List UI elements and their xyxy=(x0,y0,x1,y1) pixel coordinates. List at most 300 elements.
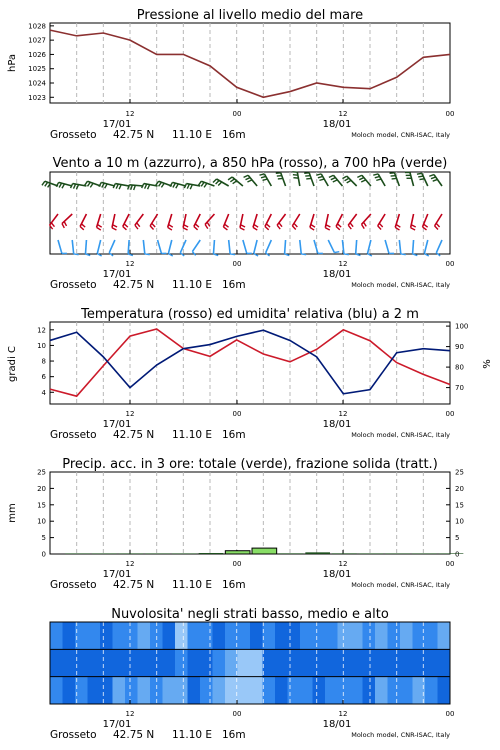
cloud-cell xyxy=(200,677,213,704)
wind-barb xyxy=(254,240,257,254)
wind-barb-feather xyxy=(376,179,381,180)
precip-bar xyxy=(119,553,144,554)
pressure-series xyxy=(50,30,450,97)
cloud-cell xyxy=(250,677,263,704)
precip-ytick-right: 20 xyxy=(455,484,464,493)
cloud-cell xyxy=(63,677,76,704)
precip-bar xyxy=(279,553,304,554)
wind-barb xyxy=(266,240,272,253)
cloud-cell xyxy=(288,649,301,676)
cloud-cell xyxy=(400,649,413,676)
wind-barb xyxy=(292,214,299,226)
cloud-cell xyxy=(275,677,288,704)
cloud-cell xyxy=(238,649,251,676)
x-tick: 12 xyxy=(125,710,135,718)
wind-barb-feather xyxy=(429,175,434,177)
x-tick: 00 xyxy=(232,260,242,268)
wind-barb xyxy=(62,214,72,224)
wind-barb-feather xyxy=(90,183,93,187)
wind-barb-feather xyxy=(396,225,400,228)
wind-barb xyxy=(192,240,200,252)
wind-barb xyxy=(72,240,73,254)
wind-barb-feather xyxy=(277,225,280,229)
pressure-ytick: 1026 xyxy=(28,50,46,59)
cloud-cell xyxy=(263,677,276,704)
wind-barb-feather xyxy=(266,224,270,227)
precip-y-ticks xyxy=(37,469,46,559)
x-tick: 00 xyxy=(445,560,455,568)
temp-ytick: 8 xyxy=(41,357,46,366)
wind-barb-feather xyxy=(142,184,144,189)
temp-ytick: 12 xyxy=(37,326,46,335)
wind-barb-feather xyxy=(345,178,349,181)
cloud-cell xyxy=(213,622,226,649)
wind-barb-feather xyxy=(230,179,234,182)
cloud-heatmap xyxy=(50,622,451,704)
wind-barb-feather xyxy=(201,182,204,186)
wind-barb xyxy=(399,240,400,254)
wind-x-axis xyxy=(50,260,454,291)
precip-bar xyxy=(199,553,224,554)
wind-barb xyxy=(109,240,115,253)
cloud-cell xyxy=(375,622,388,649)
wind-barb-feather xyxy=(73,184,75,189)
wind-barb xyxy=(128,240,129,254)
wind-barb-feather xyxy=(152,223,155,227)
cloud-cell xyxy=(400,677,413,704)
wind-barb xyxy=(424,240,427,254)
cloud-cell xyxy=(125,649,138,676)
temp-ytick: 4 xyxy=(41,388,46,397)
wind-barb-feather xyxy=(292,226,295,230)
wind-barb xyxy=(243,240,247,253)
wind-barb xyxy=(285,240,286,254)
humidity-ytick: 70 xyxy=(455,384,464,393)
wind-barb-feather xyxy=(419,179,424,180)
wind-barbs xyxy=(42,172,442,256)
wind-barb-feather xyxy=(168,227,172,230)
cloud-cell xyxy=(238,677,251,704)
precip-ytick-right: 5 xyxy=(455,534,460,543)
cloud-cell xyxy=(250,622,263,649)
pressure-ylabel: hPa xyxy=(7,53,18,73)
wind-barb-feather xyxy=(145,254,150,255)
wind-barb xyxy=(436,240,442,253)
cloud-cell xyxy=(50,677,63,704)
x-tick: 12 xyxy=(125,260,135,268)
wind-barb-feather xyxy=(204,183,207,187)
wind-barb xyxy=(158,240,162,253)
cloud-cell xyxy=(50,622,63,649)
wind-barb-feather xyxy=(97,227,101,230)
location-alt: 16m xyxy=(222,279,246,291)
cloud-cell xyxy=(250,649,263,676)
wind-barb-feather xyxy=(64,222,66,226)
wind-barb-feather xyxy=(240,228,244,230)
cloud-cell xyxy=(175,677,188,704)
cloud-cell xyxy=(188,677,201,704)
cloud-cell xyxy=(113,622,126,649)
wind-barb-feather xyxy=(401,254,406,255)
humidity-ytick: 90 xyxy=(455,343,464,352)
wind-barb-feather xyxy=(334,252,339,253)
precip-bar xyxy=(92,553,117,554)
x-date: 17/01 xyxy=(102,419,132,430)
cloud-cell xyxy=(438,649,451,676)
location-lat: 42.75 N xyxy=(113,129,155,141)
wind-barb-feather xyxy=(134,185,136,190)
precip-title: Precip. acc. in 3 ore: totale (verde), frazione solida (tratt.) xyxy=(62,457,438,472)
x-tick: 12 xyxy=(338,710,348,718)
cloud-cell xyxy=(225,622,238,649)
wind-barb-feather xyxy=(337,224,341,227)
wind-barb-feather xyxy=(194,226,198,229)
precip-ytick-right: 15 xyxy=(455,501,464,510)
wind-barb xyxy=(435,214,442,226)
wind-barb-feather xyxy=(159,182,162,186)
wind-barb xyxy=(297,172,299,186)
wind-barb-feather xyxy=(244,175,249,177)
wind-barb-feather xyxy=(135,225,138,229)
wind-barb xyxy=(348,214,356,225)
wind-barb-feather xyxy=(190,185,192,190)
wind-barb-feather xyxy=(431,177,436,179)
wind-barb xyxy=(229,240,230,254)
location-lat: 42.75 N xyxy=(113,279,155,291)
wind-barb xyxy=(362,214,371,224)
x-tick: 12 xyxy=(125,110,135,118)
location-lat: 42.75 N xyxy=(113,429,155,441)
temp-ylabel: gradi C xyxy=(7,346,18,382)
wind-barb xyxy=(277,214,285,225)
precip-ylabel: mm xyxy=(7,503,18,523)
location-lon: 11.10 E xyxy=(172,729,213,741)
wind-barb-feather xyxy=(310,227,314,230)
location-alt: 16m xyxy=(222,579,246,591)
wind-barb xyxy=(213,240,214,254)
wind-barb-feather xyxy=(361,180,366,182)
precip-ytick: 10 xyxy=(37,517,46,526)
wind-barb-feather xyxy=(97,225,101,228)
cloud-cell xyxy=(400,622,413,649)
cloud-cell xyxy=(200,649,213,676)
wind-barb-feather xyxy=(184,184,186,189)
wind-barb-feather xyxy=(241,225,245,227)
wind-barb-feather xyxy=(336,226,340,229)
cloud-cell xyxy=(350,677,363,704)
x-tick: 00 xyxy=(232,560,242,568)
location-lat: 42.75 N xyxy=(113,579,155,591)
cloud-cell xyxy=(213,677,226,704)
wind-barb-feather xyxy=(378,226,381,230)
x-date: 17/01 xyxy=(102,569,132,580)
cloud-cell xyxy=(300,622,313,649)
precip-ytick-right: 10 xyxy=(455,517,464,526)
precip-bar xyxy=(385,553,410,554)
wind-barb-feather xyxy=(62,184,64,188)
cloud-cell xyxy=(425,677,438,704)
wind-barb-feather xyxy=(325,228,329,230)
wind-barb-feather xyxy=(195,224,199,227)
cloud-cell xyxy=(388,677,401,704)
location-name: Grosseto xyxy=(50,729,97,741)
wind-barb-feather xyxy=(207,222,210,226)
location-name: Grosseto xyxy=(50,429,97,441)
wind-barb-feather xyxy=(265,226,269,229)
wind-barb xyxy=(356,240,357,254)
wind-barb-feather xyxy=(105,184,108,188)
wind-barb-feather xyxy=(379,223,382,227)
wind-barb xyxy=(300,240,301,254)
wind-barb-feather xyxy=(342,176,346,179)
cloud-cell xyxy=(375,649,388,676)
x-tick: 12 xyxy=(338,410,348,418)
temp-ytick: 10 xyxy=(37,341,46,350)
humidity-y-ticks xyxy=(455,323,468,393)
wind-barb-feather xyxy=(254,225,258,228)
cloud-cell xyxy=(275,649,288,676)
precip-ytick: 0 xyxy=(41,550,46,559)
wind-barb-feather xyxy=(331,178,336,180)
cloud-cell xyxy=(313,677,326,704)
precip-bar xyxy=(145,553,170,554)
cloud-cell xyxy=(263,649,276,676)
wind-barb-feather xyxy=(62,224,64,228)
x-date: 18/01 xyxy=(322,419,352,430)
precip-y-ticks-right xyxy=(455,469,464,559)
wind-barb-feather xyxy=(348,225,351,229)
precip-bar xyxy=(439,553,464,554)
pressure-ytick: 1027 xyxy=(28,36,46,45)
wind-barb-feather xyxy=(173,183,176,187)
precip-bar xyxy=(359,553,384,554)
pressure-title: Pressione al livello medio del mare xyxy=(136,8,364,23)
cloud-cell xyxy=(438,677,451,704)
wind-barb xyxy=(85,240,86,254)
wind-barb-feather xyxy=(74,254,79,255)
cloud-cell xyxy=(338,649,351,676)
wind-barb-feather xyxy=(350,223,353,227)
wind-barb-feather xyxy=(76,185,78,190)
pressure-x-axis xyxy=(50,110,454,141)
wind-barb xyxy=(50,214,58,225)
precip-bar xyxy=(225,551,250,554)
wind-barb xyxy=(378,214,385,226)
location-lon: 11.10 E xyxy=(172,429,213,441)
temp-y-ticks xyxy=(37,326,46,396)
precip-bar xyxy=(332,553,357,554)
cloud-cell xyxy=(325,649,338,676)
cloud-cell xyxy=(238,622,251,649)
wind-barb-feather xyxy=(150,226,153,230)
cloud-cell xyxy=(288,677,301,704)
location-name: Grosseto xyxy=(50,579,97,591)
cloud-cell xyxy=(213,649,226,676)
wind-barb-feather xyxy=(326,225,330,227)
wind-barb-feather xyxy=(246,178,251,180)
cloud-cell xyxy=(350,622,363,649)
cloud-cell xyxy=(63,622,76,649)
wind-barb-feather xyxy=(294,223,297,227)
x-tick: 12 xyxy=(338,110,348,118)
wind-barb xyxy=(410,172,414,186)
wind-barb-feather xyxy=(187,184,189,189)
cloud-cell xyxy=(325,622,338,649)
wind-barb-feather xyxy=(347,180,351,183)
wind-barb-feather xyxy=(87,182,90,186)
wind-barb-feather xyxy=(116,184,118,189)
wind-barb-feather xyxy=(333,180,338,182)
wind-barb-feather xyxy=(375,176,380,177)
precip-frame xyxy=(50,472,450,554)
wind-barb-feather xyxy=(344,254,349,255)
credit-text: Moloch model, CNR-ISAC, Italy xyxy=(351,131,450,139)
wind-barb-feather xyxy=(435,226,438,230)
humidity-ylabel: % xyxy=(482,359,493,369)
wind-barb-feather xyxy=(192,252,195,256)
wind-barb-feather xyxy=(216,181,220,185)
cloud-cell xyxy=(113,677,126,704)
location-lon: 11.10 E xyxy=(172,579,213,591)
wind-barb-feather xyxy=(301,254,306,255)
wind-barb-feather xyxy=(205,224,208,228)
wind-barb-feather xyxy=(113,184,115,189)
wind-barb-feather xyxy=(311,225,315,228)
wind-barb-feather xyxy=(318,176,323,177)
wind-barb-feather xyxy=(148,185,150,190)
cloud-cell xyxy=(88,649,101,676)
cloud-cell xyxy=(100,622,113,649)
cloud-title: Nuvolosita' negli strati basso, medio e alto xyxy=(111,607,389,622)
cloud-cell xyxy=(113,649,126,676)
cloud-cell xyxy=(163,677,176,704)
credit-text: Moloch model, CNR-ISAC, Italy xyxy=(351,431,450,439)
wind-barb-feather xyxy=(71,184,73,189)
location-name: Grosseto xyxy=(50,129,97,141)
x-tick: 00 xyxy=(445,260,455,268)
wind-barb xyxy=(232,177,243,186)
cloud-cell xyxy=(225,677,238,704)
wind-barb-feather xyxy=(218,182,222,186)
wind-barb-feather xyxy=(169,225,173,228)
cloud-cell xyxy=(88,677,101,704)
cloud-cell xyxy=(125,677,138,704)
cloud-cell xyxy=(313,649,326,676)
precip-grid xyxy=(50,472,450,554)
x-date: 18/01 xyxy=(322,119,352,130)
humidity-ytick: 80 xyxy=(455,363,464,372)
cloud-cell xyxy=(100,677,113,704)
pressure-ytick: 1023 xyxy=(28,93,46,102)
precip-bar xyxy=(252,548,277,554)
x-tick: 00 xyxy=(232,710,242,718)
cloud-cell xyxy=(425,622,438,649)
cloud-cell xyxy=(188,649,201,676)
wind-barb-feather xyxy=(225,224,229,227)
cloud-cell xyxy=(175,622,188,649)
location-alt: 16m xyxy=(222,729,246,741)
wind-barb xyxy=(143,240,144,254)
location-lat: 42.75 N xyxy=(113,729,155,741)
precip-ytick-right: 25 xyxy=(455,468,464,477)
cloud-cell xyxy=(338,622,351,649)
wind-barb-feather xyxy=(113,225,117,227)
cloud-cell xyxy=(300,677,313,704)
cloud-cell xyxy=(225,649,238,676)
temp-x-axis xyxy=(50,410,454,441)
cloud-cell xyxy=(438,622,451,649)
cloud-cell xyxy=(100,649,113,676)
wind-barb xyxy=(385,240,389,253)
wind-barb-feather xyxy=(411,225,415,227)
pressure-y-ticks xyxy=(28,22,46,101)
wind-barb xyxy=(413,240,414,254)
wind-barb-feather xyxy=(184,225,188,227)
x-tick: 00 xyxy=(232,110,242,118)
humidity-line xyxy=(50,330,450,394)
wind-barb-feather xyxy=(145,184,147,189)
cloud-cell xyxy=(350,649,363,676)
wind-barb-feather xyxy=(362,224,365,228)
location-alt: 16m xyxy=(222,129,246,141)
cloud-cell xyxy=(175,649,188,676)
cloud-cell xyxy=(375,677,388,704)
wind-barb-feather xyxy=(112,228,116,230)
wind-barb-feather xyxy=(261,176,266,177)
temp-title: Temperatura (rosso) ed umidita' relativa (blu) a 2 m xyxy=(81,307,419,322)
location-alt: 16m xyxy=(222,429,246,441)
cloud-cell xyxy=(138,649,151,676)
wind-barb-feather xyxy=(45,182,48,186)
temp-ytick: 6 xyxy=(41,373,46,382)
wind-title: Vento a 10 m (azzurro), a 850 hPa (rosso), a 700 hPa (verde) xyxy=(52,156,448,171)
wind-barb-feather xyxy=(42,181,45,185)
credit-text: Moloch model, CNR-ISAC, Italy xyxy=(351,281,450,289)
wind-barb-feather xyxy=(424,224,428,227)
cloud-cell xyxy=(138,677,151,704)
wind-barb-feather xyxy=(124,224,128,227)
cloud-cell xyxy=(300,649,313,676)
x-tick: 12 xyxy=(338,260,348,268)
x-date: 17/01 xyxy=(102,119,132,130)
pressure-ytick: 1024 xyxy=(28,79,46,88)
cloud-cell xyxy=(325,677,338,704)
cloud-cell xyxy=(188,622,201,649)
wind-barb-feather xyxy=(223,227,227,230)
cloud-x-axis xyxy=(50,710,454,741)
wind-barb xyxy=(281,173,286,186)
wind-barb-feather xyxy=(279,223,282,227)
cloud-cell xyxy=(425,649,438,676)
x-tick: 12 xyxy=(338,560,348,568)
credit-text: Moloch model, CNR-ISAC, Italy xyxy=(351,581,450,589)
wind-barb xyxy=(97,240,100,254)
x-date: 17/01 xyxy=(102,719,132,730)
x-tick: 00 xyxy=(232,410,242,418)
wind-barb-feather xyxy=(59,183,62,187)
cloud-cell xyxy=(63,649,76,676)
location-lon: 11.10 E xyxy=(172,279,213,291)
cloud-cell xyxy=(388,622,401,649)
location-name: Grosseto xyxy=(50,279,97,291)
precip-ytick: 20 xyxy=(37,484,46,493)
wind-barb-feather xyxy=(373,174,378,175)
wind-barb-feather xyxy=(123,226,127,229)
wind-barb-feather xyxy=(418,176,423,177)
wind-barb xyxy=(314,240,318,253)
x-tick: 00 xyxy=(445,110,455,118)
cloud-cell xyxy=(88,622,101,649)
